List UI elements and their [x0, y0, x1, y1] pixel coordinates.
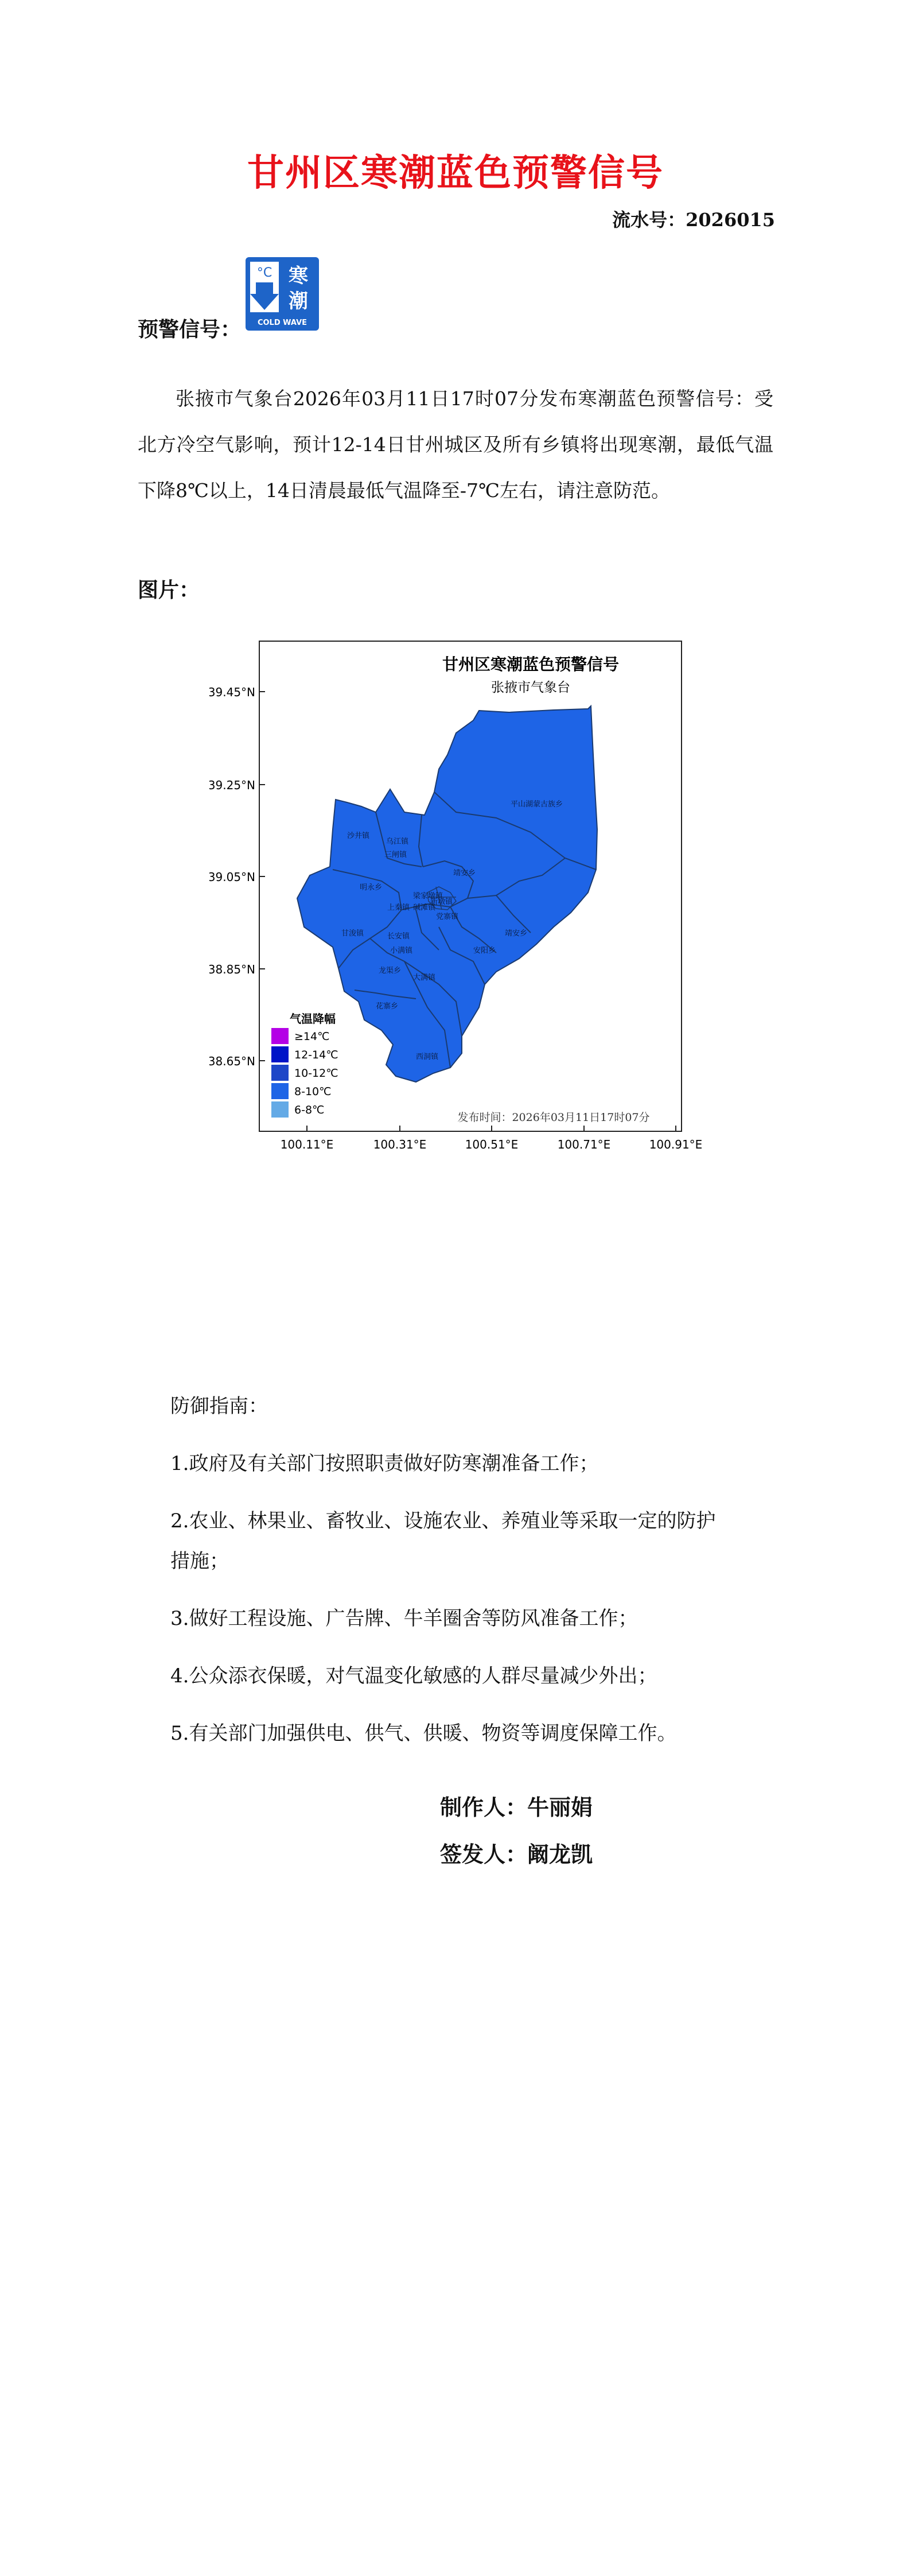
guide-item: 4.公众添衣保暖，对气温变化敏感的人群尽量减少外出；: [170, 1665, 657, 1687]
town-label: 三闸镇: [384, 851, 407, 859]
icon-text-top: 寒: [289, 265, 308, 288]
town-label: 靖安乡: [505, 929, 528, 938]
town-label: 碱滩镇: [413, 903, 436, 912]
town-label: 新墩镇: [430, 898, 453, 906]
legend-swatch: [271, 1065, 289, 1081]
town-label: 平山湖蒙古族乡: [511, 800, 563, 809]
lat-label: 39.25°N: [209, 778, 255, 792]
guide-item: 3.做好工程设施、广告牌、牛羊圈舍等防风准备工作；: [170, 1607, 638, 1630]
map-title: 甘州区寒潮蓝色预警信号: [442, 655, 620, 674]
warning-map: [209, 640, 703, 1174]
icon-caption: COLD WAVE: [257, 319, 307, 327]
lon-label: 100.31°E: [373, 1138, 427, 1151]
guide-item: 5.有关部门加强供电、供气、供暖、物资等调度保障工作。: [170, 1722, 677, 1745]
serial-value: 2026015: [686, 209, 775, 231]
legend-label: 12-14℃: [294, 1049, 338, 1061]
issuer: 签发人：阚龙凯: [440, 1842, 593, 1867]
town-label: 甘浚镇: [341, 929, 364, 938]
town-label: 大满镇: [413, 973, 436, 982]
town-label: 梁家墩镇: [413, 892, 443, 901]
legend-label: 10-12℃: [294, 1067, 338, 1080]
lon-label: 100.71°E: [557, 1138, 611, 1151]
guide-title: 防御指南：: [170, 1395, 268, 1418]
town-label: 上秦镇: [387, 903, 410, 912]
town-label: 明永乡: [360, 883, 383, 892]
producer: 制作人：牛丽娟: [440, 1795, 593, 1820]
lat-label: 38.65°N: [209, 1054, 255, 1068]
signal-label: 预警信号：: [138, 318, 242, 342]
icon-text-bottom: 潮: [289, 290, 308, 313]
town-label: 长安镇: [387, 932, 410, 941]
town-label: 沙井镇: [347, 832, 370, 840]
lon-label: 100.91°E: [649, 1138, 703, 1151]
legend-swatch: [271, 1101, 289, 1118]
town-label: 花寨乡: [376, 1002, 399, 1011]
town-label: 安阳乡: [473, 946, 496, 955]
legend-label: 6-8℃: [294, 1104, 325, 1116]
lat-label: 39.45°N: [209, 685, 255, 699]
guide-item: 2.农业、林果业、畜牧业、设施农业、养殖业等采取一定的防护: [170, 1510, 716, 1533]
picture-label: 图片：: [138, 579, 200, 602]
legend-title: 气温降幅: [290, 1012, 336, 1026]
lat-label: 39.05°N: [209, 870, 255, 884]
lon-label: 100.11°E: [280, 1138, 334, 1151]
guide-item: 1.政府及有关部门按照职责做好防寒潮准备工作；: [170, 1452, 599, 1475]
page-title: 甘州区寒潮蓝色预警信号: [247, 152, 664, 195]
map-publish-time: 发布时间：2026年03月11日17时07分: [457, 1111, 650, 1124]
guide-item-continued: 措施；: [170, 1550, 229, 1573]
town-label: 党寨镇: [436, 913, 459, 921]
legend-swatch: [271, 1083, 289, 1099]
town-label: 靖安乡: [453, 869, 476, 878]
legend-label: 8-10℃: [294, 1085, 332, 1098]
lat-label: 38.85°N: [209, 963, 255, 976]
map-svg: [209, 640, 703, 1174]
legend-swatch: [271, 1028, 289, 1044]
legend-label: ≥14℃: [294, 1030, 330, 1043]
cold-wave-blue-icon: [246, 257, 319, 331]
warning-body-text: 张掖市气象台2026年03月11日17时07分发布寒潮蓝色预警信号：受北方冷空气影响，预计12-14日甘州城区及所有乡镇将出现寒潮，最低气温下降8℃以上，14日清晨最低气温降至-7℃左右，请注意防范。: [138, 387, 773, 502]
icon-degree: °C: [256, 266, 272, 280]
town-label: 小满镇: [390, 946, 413, 955]
legend-swatch: [271, 1046, 289, 1062]
lon-label: 100.51°E: [465, 1138, 519, 1151]
map-subtitle: 张掖市气象台: [491, 680, 570, 695]
town-label: 乌江镇: [386, 837, 409, 846]
defense-guide: [170, 1378, 778, 1762]
town-label: 西洞镇: [416, 1053, 439, 1061]
serial-number: [612, 205, 775, 232]
serial-label: 流水号：: [612, 209, 686, 231]
town-label: 龙渠乡: [379, 967, 402, 975]
